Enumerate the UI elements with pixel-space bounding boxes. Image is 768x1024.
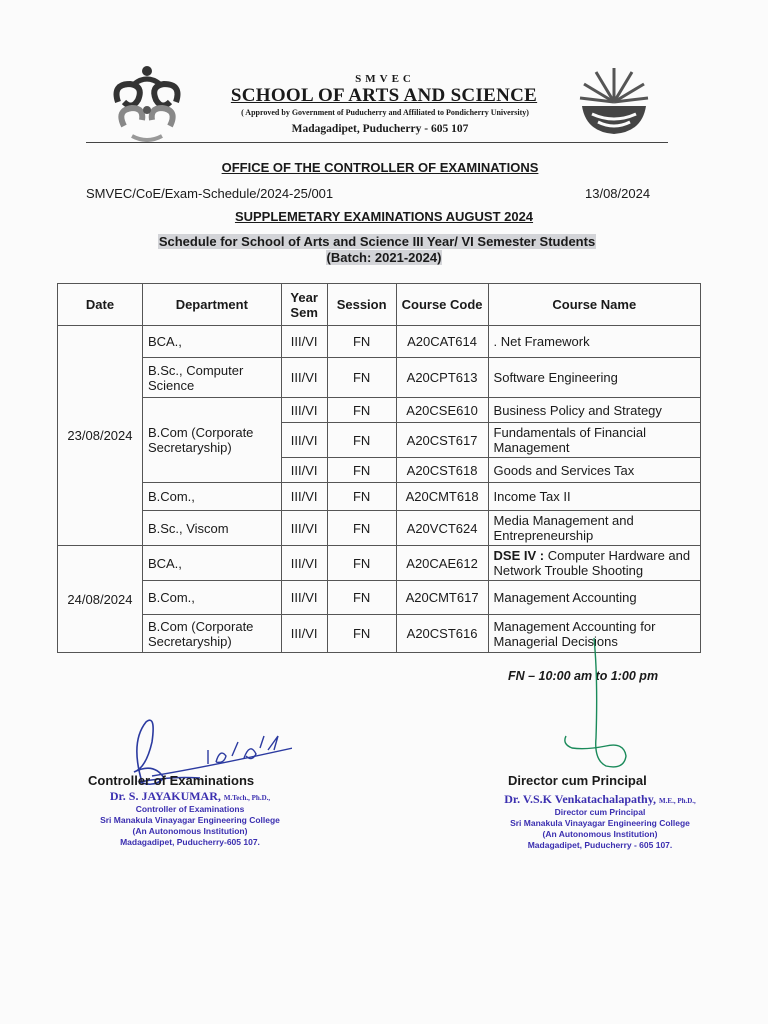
year-sem-cell: III/VI	[281, 615, 327, 653]
session-timing-note: FN – 10:00 am to 1:00 pm	[508, 669, 659, 683]
header-department: Department	[142, 284, 281, 326]
session-cell: FN	[327, 511, 396, 546]
stamp-address: Madagadipet, Puducherry - 605 107.	[527, 840, 673, 850]
exam-schedule-table	[57, 283, 701, 653]
year-sem-cell: III/VI	[281, 511, 327, 546]
header-year-sem: Year Sem	[281, 284, 327, 326]
table-row	[58, 581, 701, 615]
session-cell: FN	[327, 458, 396, 483]
department-cell: B.Com.,	[142, 581, 281, 615]
year-sem-cell: III/VI	[281, 483, 327, 511]
year-sem-cell: III/VI	[281, 326, 327, 358]
session-cell: FN	[327, 581, 396, 615]
department-cell: BCA.,	[142, 326, 281, 358]
table-row	[58, 326, 701, 358]
elective-prefix: DSE IV :	[493, 548, 545, 563]
course-code-cell: A20CMT618	[396, 483, 488, 511]
header-course-code: Course Code	[396, 284, 488, 326]
table-row	[58, 358, 701, 398]
stamp-qualifications: M.E., Ph.D.,	[659, 797, 696, 805]
session-cell: FN	[327, 398, 396, 423]
course-code-cell: A20CPT613	[396, 358, 488, 398]
table-row	[58, 511, 701, 546]
approval-note: ( Approved by Government of Puducherry and Affiliated to Pondicherry University)	[241, 108, 529, 117]
exam-date-cell: 24/08/2024	[58, 546, 143, 653]
session-cell: FN	[327, 483, 396, 511]
course-name-cell: Goods and Services Tax	[488, 458, 700, 483]
office-title: OFFICE OF THE CONTROLLER OF EXAMINATIONS	[221, 160, 539, 175]
course-code-cell: A20CST618	[396, 458, 488, 483]
course-code-cell: A20CAE612	[396, 546, 488, 581]
course-name-cell: Income Tax II	[488, 483, 700, 511]
session-cell: FN	[327, 326, 396, 358]
header-date: Date	[58, 284, 143, 326]
department-cell: B.Sc., Computer Science	[142, 358, 281, 398]
course-name-cell: Management Accounting for Managerial Decisions	[488, 615, 700, 653]
controller-stamp	[70, 791, 310, 848]
stamp-name-line	[480, 794, 720, 807]
director-signature-icon	[550, 638, 640, 773]
session-cell: FN	[327, 423, 396, 458]
header-divider	[86, 142, 668, 143]
course-name-cell: Fundamentals of Financial Management	[488, 423, 700, 458]
year-sem-cell: III/VI	[281, 423, 327, 458]
schedule-heading-line1: Schedule for School of Arts and Science III Year/ VI Semester Students	[158, 234, 596, 249]
stamp-college: Sri Manakula Vinayagar Engineering College	[510, 818, 690, 828]
stamp-qualifications: M.Tech., Ph.D.,	[223, 794, 271, 802]
stamp-name-line	[70, 791, 310, 804]
institution-abbrev: SMVEC	[355, 73, 415, 85]
course-code-cell: A20CMT617	[396, 581, 488, 615]
director-title: Director cum Principal	[508, 773, 647, 788]
stamp-address: Madagadipet, Puducherry-605 107.	[120, 837, 260, 847]
department-cell: B.Com (Corporate Secretaryship)	[142, 398, 281, 483]
stamp-name: Dr. V.S.K Venkatachalapathy,	[504, 792, 657, 806]
department-cell: B.Com (Corporate Secretaryship)	[142, 615, 281, 653]
director-stamp	[480, 794, 720, 851]
reference-number: SMVEC/CoE/Exam-Schedule/2024-25/001	[86, 186, 334, 201]
course-name-cell: . Net Framework	[488, 326, 700, 358]
course-name-cell: Software Engineering	[488, 358, 700, 398]
smvec-tree-logo-icon	[578, 64, 650, 136]
stamp-status: (An Autonomous Institution)	[542, 829, 658, 839]
school-address: Madagadipet, Puducherry - 605 107	[291, 123, 469, 135]
schedule-heading	[137, 234, 617, 249]
issue-date: 13/08/2024	[585, 186, 651, 201]
department-cell: B.Sc., Viscom	[142, 511, 281, 546]
course-name-text: Computer Hardware and Network Trouble Shooting	[493, 548, 691, 578]
smvec-swirl-logo-icon	[104, 62, 190, 142]
session-cell: FN	[327, 358, 396, 398]
course-code-cell: A20VCT624	[396, 511, 488, 546]
year-sem-cell: III/VI	[281, 458, 327, 483]
header-course-name: Course Name	[488, 284, 700, 326]
school-name: SCHOOL OF ARTS AND SCIENCE	[230, 85, 538, 106]
course-code-cell: A20CST616	[396, 615, 488, 653]
session-cell: FN	[327, 615, 396, 653]
year-sem-cell: III/VI	[281, 546, 327, 581]
controller-title: Controller of Examinations	[88, 773, 255, 788]
stamp-role: Director cum Principal	[554, 807, 646, 817]
year-sem-cell: III/VI	[281, 581, 327, 615]
schedule-heading-line2: (Batch: 2021-2024)	[326, 250, 442, 265]
table-row	[58, 398, 701, 423]
course-name-cell: Management Accounting	[488, 581, 700, 615]
header-session: Session	[327, 284, 396, 326]
course-name-cell	[488, 546, 700, 581]
batch-heading	[284, 250, 484, 265]
course-name-cell: Media Management and Entrepreneurship	[488, 511, 700, 546]
year-sem-cell: III/VI	[281, 398, 327, 423]
course-name-cell: Business Policy and Strategy	[488, 398, 700, 423]
table-row	[58, 546, 701, 581]
stamp-status: (An Autonomous Institution)	[132, 826, 248, 836]
table-row	[58, 483, 701, 511]
stamp-college: Sri Manakula Vinayagar Engineering College	[100, 815, 280, 825]
course-code-cell: A20CSE610	[396, 398, 488, 423]
stamp-name: Dr. S. JAYAKUMAR,	[109, 789, 221, 803]
department-cell: B.Com.,	[142, 483, 281, 511]
course-code-cell: A20CST617	[396, 423, 488, 458]
year-sem-cell: III/VI	[281, 358, 327, 398]
course-code-cell: A20CAT614	[396, 326, 488, 358]
exam-date-cell: 23/08/2024	[58, 326, 143, 546]
exam-title: SUPPLEMETARY EXAMINATIONS AUGUST 2024	[234, 209, 534, 224]
stamp-role: Controller of Examinations	[135, 804, 245, 814]
table-header-row	[58, 284, 701, 326]
session-cell: FN	[327, 546, 396, 581]
department-cell: BCA.,	[142, 546, 281, 581]
